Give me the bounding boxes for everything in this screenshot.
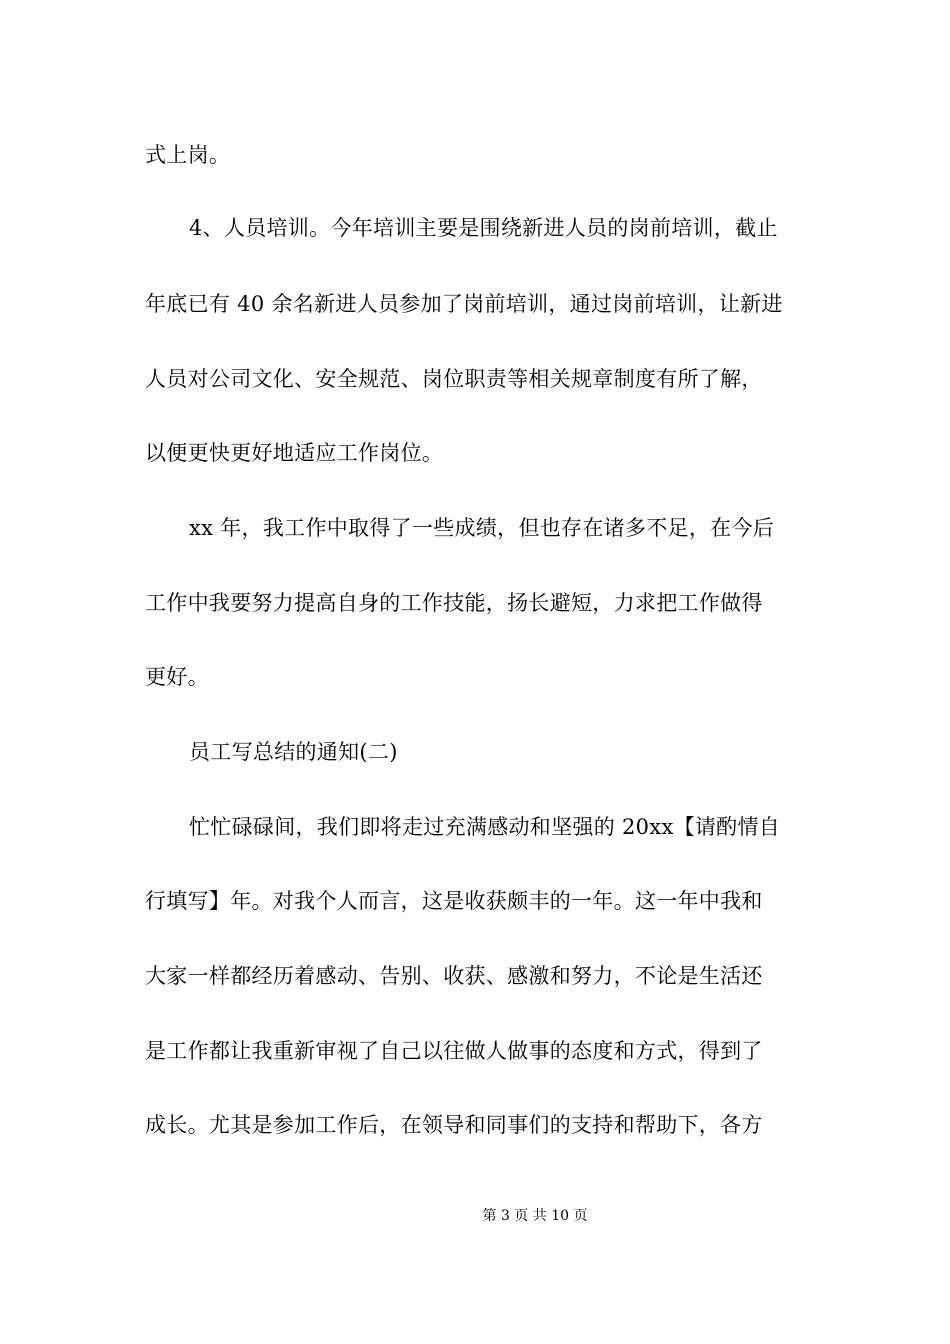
page-footer <box>0 1206 950 1226</box>
paragraph-summary-start: xx 年，我工作中取得了一些成绩，但也存在诸多不足，在今后 <box>189 516 775 540</box>
text-line-1: 式上岗。 <box>145 143 231 167</box>
text-line-13: 是工作都让我重新审视了自己以往做人做事的态度和方式，得到了 <box>145 1039 763 1063</box>
paragraph-notice-start: 忙忙碌碌间，我们即将走过充满感动和坚强的 20xx【请酌情自 <box>189 815 781 839</box>
text-line-7: 工作中我要努力提高自身的工作技能，扬长避短，力求把工作做得 <box>145 591 763 615</box>
text-line-12: 大家一样都经历着感动、告别、收获、感激和努力，不论是生活还 <box>145 964 763 988</box>
paragraph-training-start: 4、人员培训。今年培训主要是围绕新进人员的岗前培训，截止 <box>189 216 778 240</box>
page-number: 第 3 页 共 10 页 <box>482 1208 588 1224</box>
text-line-5: 以便更快更好地适应工作岗位。 <box>145 441 444 465</box>
text-line-11: 行填写】年。对我个人而言，这是收获颇丰的一年。这一年中我和 <box>145 889 763 913</box>
section-heading: 员工写总结的通知(二) <box>189 740 398 764</box>
text-line-14: 成长。尤其是参加工作后，在领导和同事们的支持和帮助下，各方 <box>145 1113 763 1137</box>
text-line-3: 年底已有 40 余名新进人员参加了岗前培训，通过岗前培训，让新进 <box>145 292 783 316</box>
text-line-8: 更好。 <box>145 665 209 689</box>
text-line-4: 人员对公司文化、安全规范、岗位职责等相关规章制度有所了解， <box>145 367 763 391</box>
